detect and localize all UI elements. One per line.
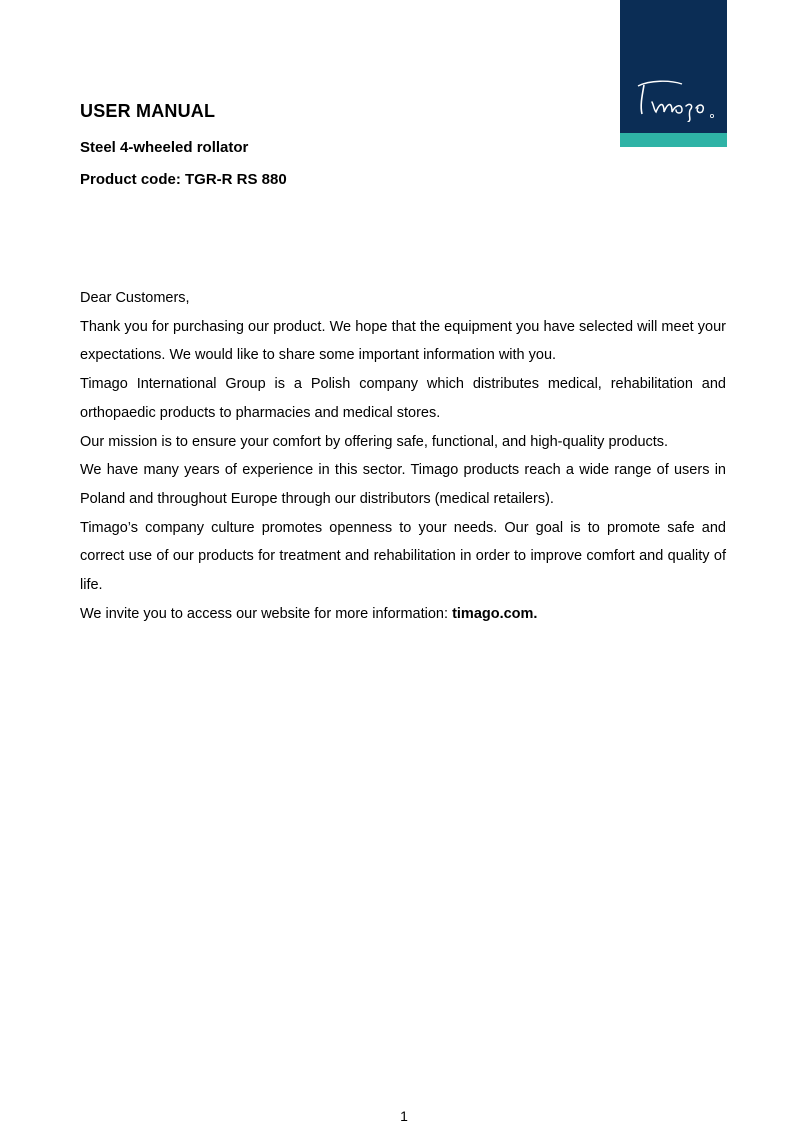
letter-paragraph: Our mission is to ensure your comfort by offering safe, functional, and high-quality products.: [80, 433, 669, 450]
website-link[interactable]: timago.com.: [452, 605, 538, 622]
letter-greeting: Dear Customers,: [80, 290, 190, 306]
product-name: Steel 4-wheeled rollator: [80, 139, 249, 156]
product-code: Product code: TGR-R RS 880: [80, 171, 287, 188]
website-line: [80, 600, 726, 629]
letter-paragraph: Thank you for purchasing our product. We hope that the equipment you have selected will meet your expectations. We would like to share some important information with you.: [80, 318, 726, 364]
logo-navy-panel: [620, 0, 727, 133]
page-number: 1: [400, 1108, 408, 1124]
letter-paragraph: Timago International Group is a Polish company which distributes medical, rehabilitation and orthopaedic products to pharmacies and medical stores.: [80, 376, 726, 421]
brand-logo: [620, 0, 727, 147]
letter-paragraph: We have many years of experience in this sector. Timago products reach a wide range of users in Poland and throughout Europe through our distributors (medical retailers).: [80, 462, 726, 507]
welcome-letter: [80, 284, 726, 628]
timago-logo-icon: [630, 76, 720, 122]
website-intro: We invite you to access our website for more information:: [80, 605, 453, 622]
logo-teal-stripe: [620, 133, 727, 147]
document-title: USER MANUAL: [80, 101, 216, 121]
letter-paragraph: Timago’s company culture promotes openness to your needs. Our goal is to promote safe and correct use of our products for treatment and rehabilitation in order to improve comfort and quality of life.: [80, 519, 726, 594]
